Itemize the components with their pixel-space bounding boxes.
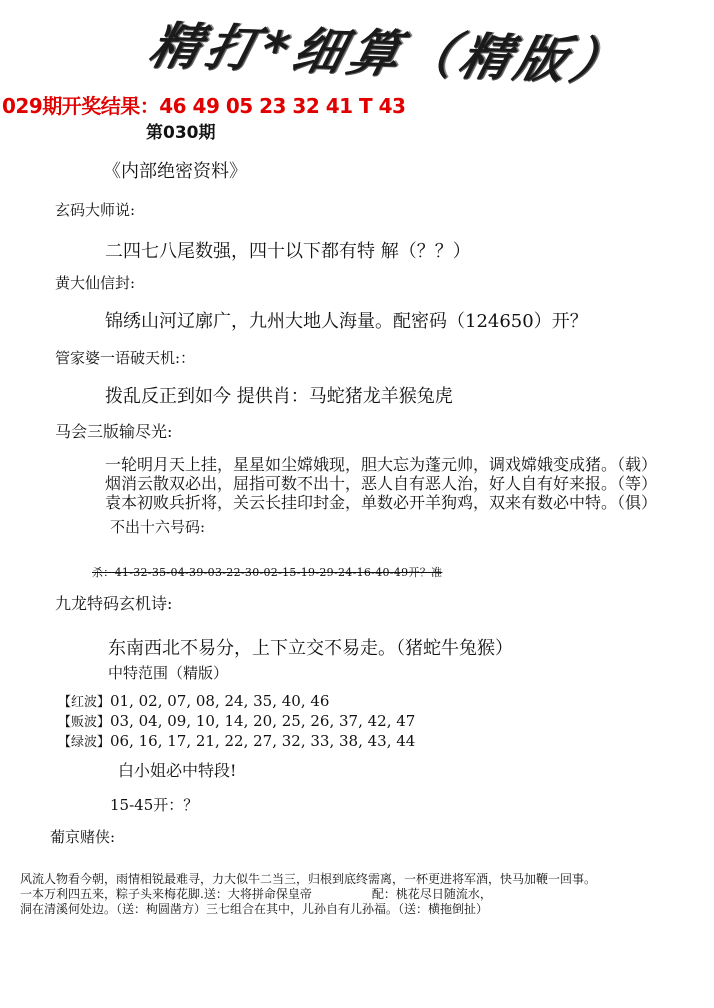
- xuanma-label: 玄码大师说:: [55, 201, 136, 219]
- wave-numbers: 01, 02, 07, 08, 24, 35, 40, 46: [110, 692, 330, 710]
- issue-number: 第030期: [146, 123, 216, 143]
- jiulong-text: 东南西北不易分，上下立交不易走。（猪蛇牛兔猴）: [108, 638, 513, 659]
- zhongte-label: 中特范围（精版）: [108, 664, 229, 682]
- xuanma-text: 二四七八尾数强，四十以下都有特 解（？？）: [105, 241, 471, 262]
- huang-text: 锦绣山河辽廓广，九州大地人海量。配密码（124650）开？: [105, 311, 588, 332]
- footer-line-2: 一本万利四五来，粽子头来梅花脚.送：大将拼命保皇帝 配：桃花尽日随流水，: [20, 887, 492, 901]
- huang-label: 黄大仙信封:: [55, 274, 136, 292]
- poem-line-1: 一轮明月天上挂，星星如尘嫦娥现，胆大忘为蓬元帅，调戏嫦娥变成猪。（载）: [105, 455, 658, 474]
- footer-line-3: 洞在清溪何处边。（送：枸圆凿方）三七组合在其中，儿孙自有儿孙福。（送：横拖倒扯）: [20, 902, 489, 916]
- poem-line-2: 烟消云散双必出，屈指可数不出十，恶人自有恶人治，好人自有好来报。（等）: [105, 474, 658, 493]
- poem-line-3: 袁本初败兵折将，关云长挂印封金，单数必开羊狗鸡，双来有数必中特。（俱）: [105, 493, 658, 512]
- guanjia-label: 管家婆一语破天机:：: [55, 349, 196, 367]
- bu-chu-label: 不出十六号码:: [110, 518, 206, 536]
- footer-line-1: 风流人物看今朝，雨情相锐最难寻，力大似牛二当三，归根到底终需离，一杯更进将军酒，快马加鞭一回事。: [20, 872, 597, 886]
- internal-title: 《内部绝密资料》: [103, 161, 247, 182]
- wave-row-green: [58, 731, 415, 750]
- jiulong-label: 九龙特码玄机诗:: [55, 594, 173, 613]
- mahui-label: 马会三版输尽光:: [55, 422, 173, 441]
- wave-tag: 【贩波】: [58, 715, 111, 730]
- guanjia-text: 拨乱反正到如今 提供肖：马蛇猪龙羊猴兔虎: [105, 386, 453, 407]
- wave-row-second: [58, 711, 415, 730]
- wave-numbers: 06, 16, 17, 21, 22, 27, 32, 33, 38, 43, 44: [110, 732, 416, 750]
- wave-numbers: 03, 04, 09, 10, 14, 20, 25, 26, 37, 42, 47: [110, 712, 416, 730]
- handwritten-title: 精打*细算（精版）: [143, 16, 635, 92]
- sha-line: 杀：41-32-35-04-39-03-22-30-02-15-19-29-24-16-40-49开？准: [92, 566, 443, 579]
- range-text: 15-45开：？: [110, 796, 199, 814]
- bai-text: 白小姐必中特段!: [118, 761, 237, 780]
- pujing-label: 葡京赌侠:: [50, 828, 116, 846]
- wave-tag: 【绿波】: [58, 735, 111, 750]
- wave-tag: 【红波】: [58, 695, 111, 710]
- wave-row-red: [58, 691, 329, 710]
- previous-result-line: 029期开奖结果：46 49 05 23 32 41 T 43: [2, 94, 406, 118]
